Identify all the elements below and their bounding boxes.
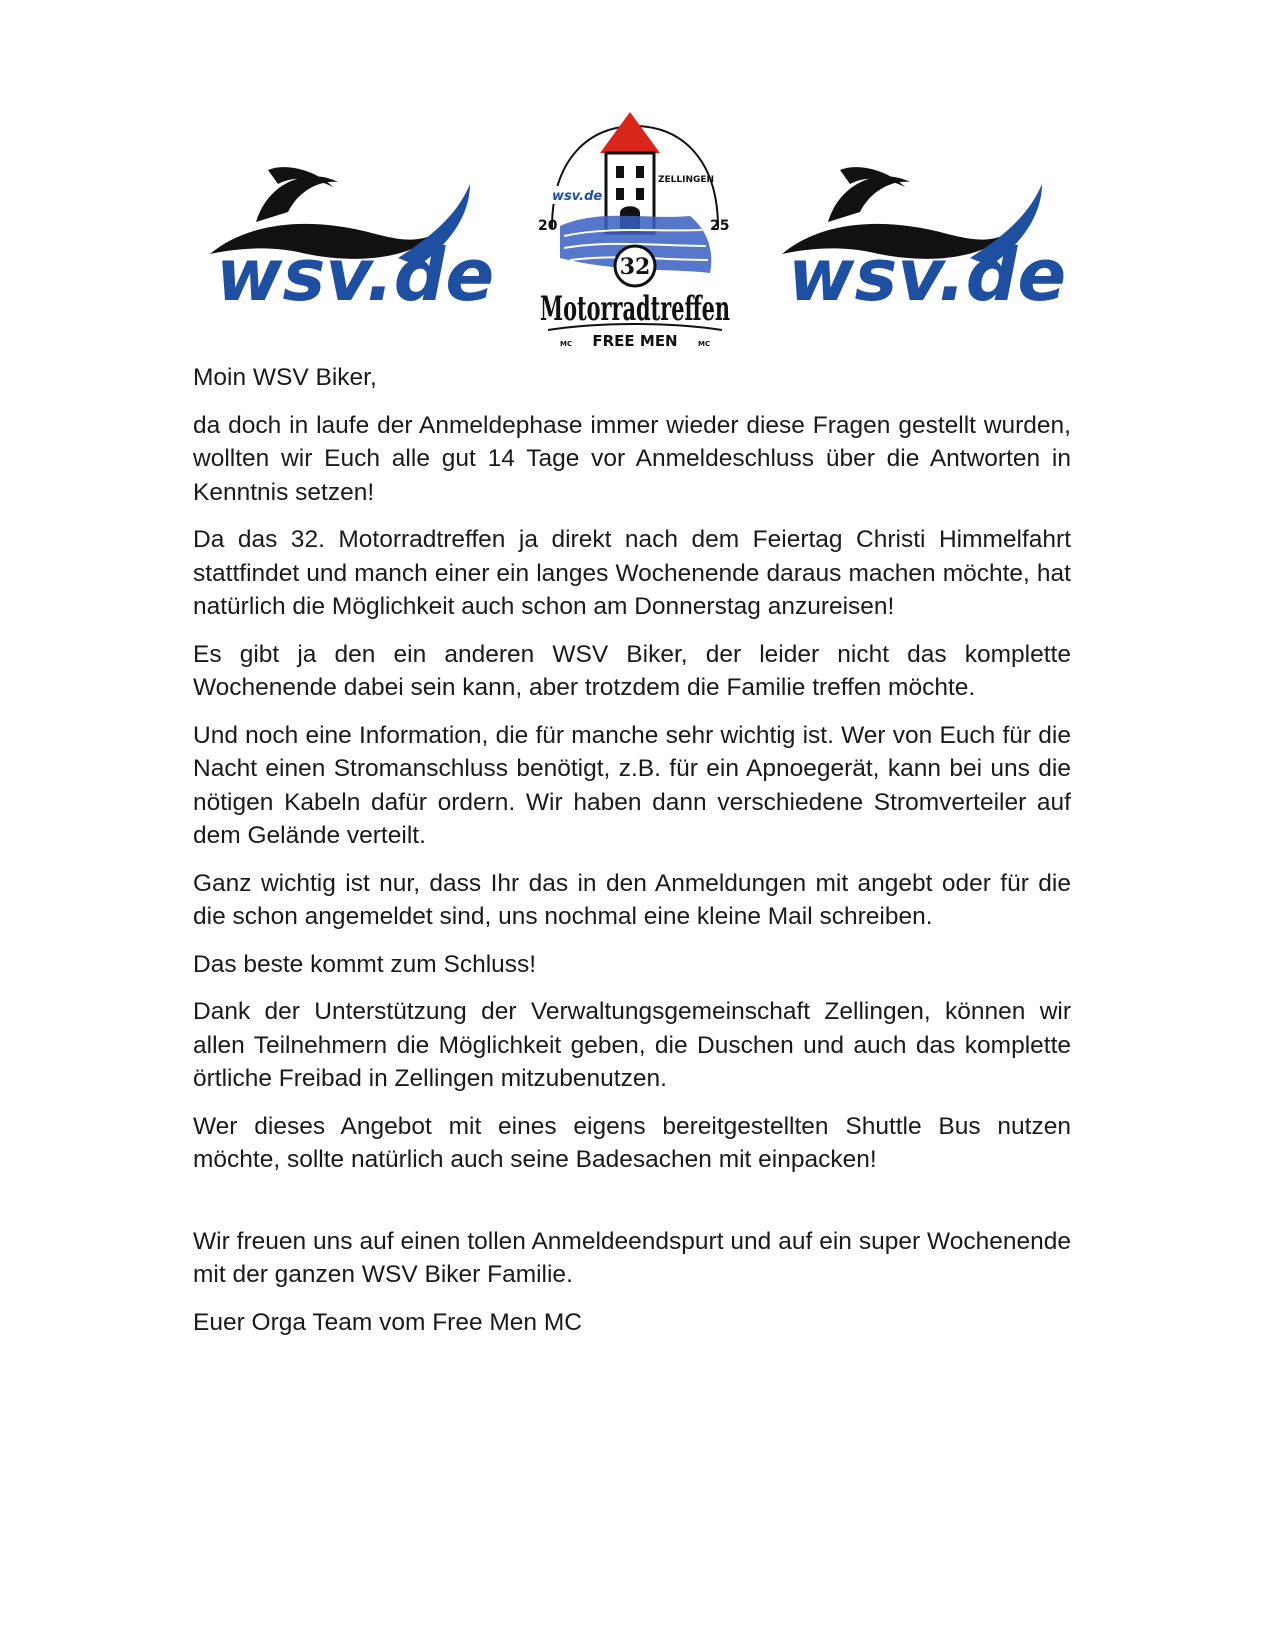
paragraph-7: Dank der Unterstützung der Verwaltungsgemeinschaft Zellingen, können wir allen Teilnehmern die Möglichkeit geben, die Duschen und auch das komplette örtliche Freibad in Zellingen mitzubenutzen. bbox=[193, 998, 1071, 1092]
emblem-mc-right: MC bbox=[698, 340, 711, 348]
tower-window bbox=[636, 166, 644, 178]
closing-paragraph: Wir freuen uns auf einen tollen Anmeldeendspurt und auf ein super Wochenende mit der ganzen WSV Biker Familie. bbox=[193, 1227, 1071, 1288]
wsv-logo-text: wsv.de bbox=[216, 233, 495, 317]
letter-body bbox=[193, 361, 1071, 1353]
emblem-year-right: 25 bbox=[710, 218, 730, 234]
tower-window bbox=[616, 188, 624, 200]
paragraph-2: Da das 32. Motorradtreffen ja direkt nach dem Feiertag Christi Himmelfahrt stattfindet und manch einer ein langes Wochenende daraus machen möchte, hat natürlich die Möglichkeit auch schon am Donnerstag anzureisen! bbox=[193, 526, 1071, 620]
paragraph-5: Ganz wichtig ist nur, dass Ihr das in den Anmeldungen mit angebt oder für die die schon angemeldet sind, uns nochmal eine kleine Mail schreiben. bbox=[193, 869, 1071, 930]
signature: Euer Orga Team vom Free Men MC bbox=[193, 1308, 582, 1336]
tower-window bbox=[616, 166, 624, 178]
emblem-badge-text: wsv.de bbox=[552, 189, 603, 204]
greeting: Moin WSV Biker, bbox=[193, 364, 377, 391]
emblem-club: FREE MEN bbox=[592, 332, 678, 350]
emblem-mc-left: MC bbox=[560, 340, 573, 348]
paragraph-4: Und noch eine Information, die für manche sehr wichtig ist. Wer von Euch für die Nacht einen Stromanschluss benötigt, z.B. für ein Apnoegerät, kann bei uns die nötigen Kabeln dafür ordern. Wir haben dann verschiedene Stromverteiler auf dem Gelände verteilt. bbox=[193, 721, 1071, 849]
emblem-year-left: 20 bbox=[538, 218, 558, 234]
paragraph-3: Es gibt ja den ein anderen WSV Biker, der leider nicht das komplette Wochenende dabei sein kann, aber trotzdem die Familie treffen möchte. bbox=[193, 640, 1071, 701]
emblem-place: ZELLINGEN bbox=[658, 175, 715, 185]
tower-window bbox=[636, 188, 644, 200]
wsv-logo-left bbox=[208, 162, 504, 317]
emblem-event-title: Motorradtreffen bbox=[540, 289, 730, 329]
paragraph-1: da doch in laufe der Anmeldephase immer wieder diese Fragen gestellt wurden, wollten wir Euch alle gut 14 Tage vor Anmeldeschluss über die Antworten in Kenntnis setzen! bbox=[193, 411, 1071, 506]
tower-roof-icon bbox=[600, 112, 660, 153]
motorradtreffen-emblem bbox=[530, 108, 740, 358]
wsv-logo-text: wsv.de bbox=[788, 233, 1067, 317]
paragraph-6: Das beste kommt zum Schluss! bbox=[193, 950, 537, 978]
emblem-edition: 32 bbox=[619, 254, 651, 280]
paragraph-8: Wer dieses Angebot mit eines eigens bereitgestellten Shuttle Bus nutzen möchte, sollte natürlich auch seine Badesachen mit einpacken! bbox=[193, 1112, 1071, 1173]
wsv-logo-right bbox=[780, 162, 1076, 317]
